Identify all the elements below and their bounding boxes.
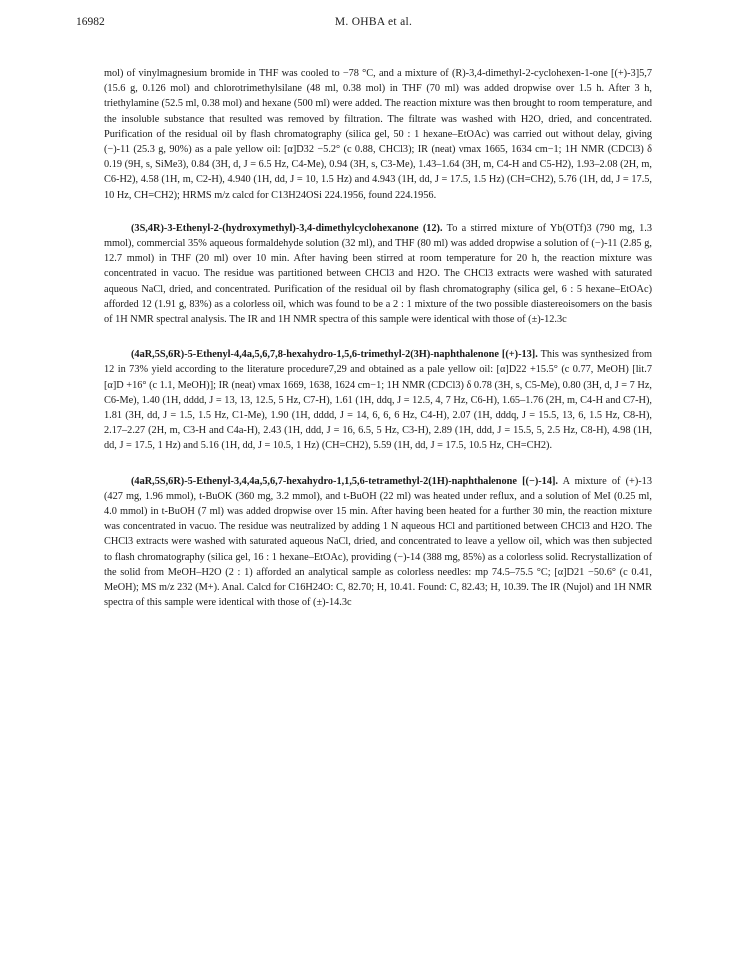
page-header — [76, 16, 671, 38]
running-head: M. OHBA et al. — [334, 16, 413, 28]
paragraph-2 — [104, 221, 652, 327]
page-number: 16982 — [76, 16, 105, 28]
compound-14-heading: (4aR,5S,6R)-5-Ethenyl-3,4,4a,5,6,7-hexahydro-1,1,5,6-tetramethyl-2(1H)-naphthalenone [(−)-14]. — [131, 475, 558, 487]
article-body — [104, 66, 652, 611]
compound-13-text: This was synthesized from 12 in 73% yield according to the literature procedure7,29 and obtained as a pale yellow oil: [α]D22 +15.5° (c 0.77, MeOH) [lit.7 [α]D +16° (c 1.1, MeOH)]; IR (neat) νmax 1669, 1638, 1624 cm−1; 1H NMR (CDCl3) δ 0.78 (3H, s, C5-Me), 0.80 (3H, d, J = 7 Hz, C6-Me), 1.40 (1H, dddd, J = 13, 13, 12.5, 5 Hz, C7-H), 1.61 (1H, ddq, J = 12.5, 4, 7 Hz, C6-H), 1.65–1.76 (2H, m, C4-H and C7-H), 1.81 (3H, dd, J = 1.5, 1.5 Hz, C1-Me), 1.90 (1H, dddd, J = 14, 6, 6, 6 Hz, C4-H), 2.07 (1H, dddq, J = 15.5, 13, 6, 1.5 Hz, C8-H), 2.17–2.27 (2H, m, C3-H and C4a-H), 2.43 (1H, ddd, J = 16, 6.5, 5 Hz, C3-H), 2.89 (1H, ddd, J = 15.5, 5, 2.5 Hz, C8-H), 4.98 (1H, dd, J = 17.5, 1 Hz) and 5.16 (1H, dd, J = 10.5, 1 Hz) (CH=CH2), 5.59 (1H, dd, J = 17.5, 10.5 Hz, CH=CH2). — [104, 349, 652, 452]
paragraph-3 — [104, 347, 652, 453]
compound-12-text: To a stirred mixture of Yb(OTf)3 (790 mg, 1.3 mmol), commercial 35% aqueous formaldehyde solution (32 ml), and THF (80 ml) was added dropwise a solution of (−)-11 (2.85 g, 12.7 mmol) in THF (20 ml) over 10 min. After having been stirred at room temperature for 20 h, the reaction mixture was concentrated in vacuo. The residue was partitioned between CHCl3 and H2O. The CHCl3 extracts were washed with saturated aqueous NaCl, dried, and concentrated. Purification of the residual oil by flash chromatography (silica gel, 6 : 5 hexane–EtOAc) afforded 12 (1.91 g, 83%) as a colorless oil, which was found to be a 2 : 1 mixture of the two possible diastereoisomers on the basis of 1H NMR spectral analysis. The IR and 1H NMR spectra of this sample were identical with those of (±)-12.3c — [104, 222, 652, 326]
paragraph-1: mol) of vinylmagnesium bromide in THF was cooled to −78 °C, and a mixture of (R)-3,4-dimethyl-2-cyclohexen-1-one [(+)-3]5,7 (15.6 g, 0.126 mol) and chlorotrimethylsilane (48 ml, 0.38 mol) in THF (70 ml) was added dropwise over 1.5 h. After 3 h, triethylamine (52.5 ml, 0.38 mol) and hexane (500 ml) were added. The reaction mixture was then brought to room temperature, and the insoluble substance that resulted was removed by filtration. The filtrate was washed with H2O, dried, and concentrated. Purification of the residual oil by flash chromatography (silica gel, 50 : 1 hexane–EtOAc) was carried out without delay, giving (−)-11 (25.3 g, 90%) as a pale yellow oil: [α]D32 −5.2° (c 0.88, CHCl3); IR (neat) νmax 1665, 1634 cm−1; 1H NMR (CDCl3) δ 0.19 (9H, s, SiMe3), 0.84 (3H, d, J = 6.5 Hz, C4-Me), 0.94 (3H, s, C3-Me), 1.43–1.64 (3H, m, C4-H and C5-H2), 1.93–2.08 (2H, m, C6-H2), 4.58 (1H, m, C2-H), 4.940 (1H, dd, J = 10, 1.5 Hz) and 4.943 (1H, dd, J = 17.5, 1.5 Hz) (CH=CH2), 5.76 (1H, dd, J = 17.5, 10 Hz, CH=CH2); HRMS m/z calcd for C13H24OSi 224.1956, found 224.1956. — [104, 68, 652, 201]
compound-14-text: A mixture of (+)-13 (427 mg, 1.96 mmol), t-BuOK (360 mg, 3.2 mmol), and t-BuOH (22 ml) was heated under reflux, and a solution of MeI (0.25 ml, 4.0 mmol) in t-BuOH (7 ml) was added dropwise over 15 min. After having been heated for a further 30 min, the reaction mixture was concentrated in vacuo. The residue was neutralized by adding 1 N aqueous HCl and partitioned between CHCl3 and H2O. The CHCl3 extracts were washed with saturated aqueous NaCl, dried, and concentrated to leave a yellow oil, which was then subjected to flash chromatography (silica gel, 16 : 1 hexane–EtOAc), providing (−)-14 (388 mg, 85%) as a colorless solid. Recrystallization of the solid from MeOH–H2O (2 : 1) afforded an analytical sample as colorless needles: mp 74.5–75.5 °C; [α]D21 −50.6° (c 0.41, MeOH); MS m/z 232 (M+). Anal. Calcd for C16H24O: C, 82.70; H, 10.41. Found: C, 82.43; H, 10.39. The IR (Nujol) and 1H NMR spectra of this sample were identical with those of (±)-14.3c — [104, 475, 652, 609]
paragraph-4 — [104, 474, 652, 611]
compound-13-heading: (4aR,5S,6R)-5-Ethenyl-4,4a,5,6,7,8-hexahydro-1,5,6-trimethyl-2(3H)-naphthalenone [(+)-13]. — [131, 349, 538, 361]
compound-12-heading: (3S,4R)-3-Ethenyl-2-(hydroxymethyl)-3,4-dimethylcyclohexanone (12). — [131, 222, 443, 234]
